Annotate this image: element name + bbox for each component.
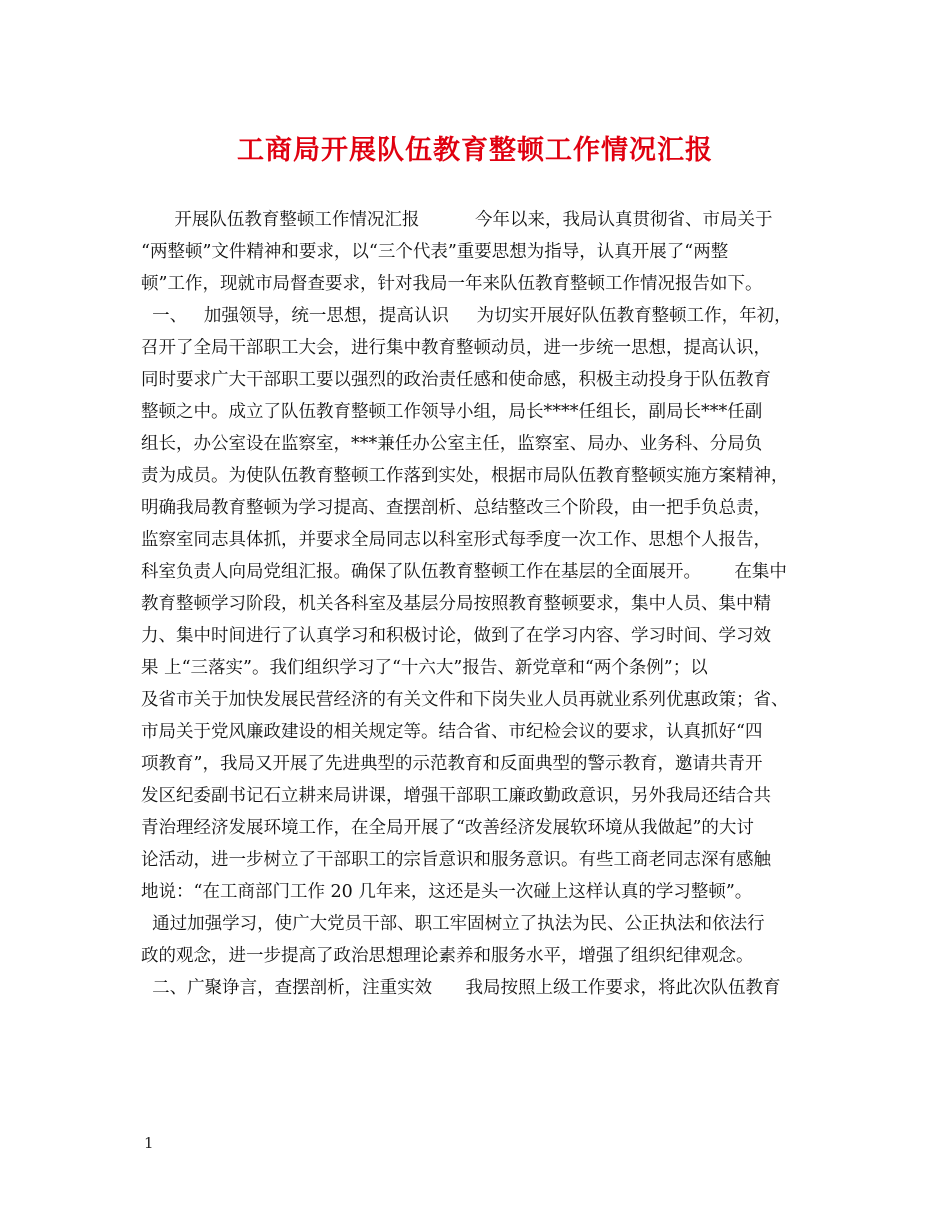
body-line: 发区纪委副书记石立耕来局讲课，增强干部职工廉政勤政意识，另外我局还结合共	[141, 786, 771, 806]
body-line: 组长，办公室设在监察室，***兼任办公室主任，监察室、局办、业务科、分局负	[141, 434, 763, 454]
body-line: 召开了全局干部职工大会，进行集中教育整顿动员，进一步统一思想，提高认识，	[141, 338, 771, 358]
body-line: 监察室同志具体抓，并要求全局同志以科室形式每季度一次工作、思想个人报告，	[141, 530, 771, 550]
body-line: 顿”工作，现就市局督查要求，针对我局一年来队伍教育整顿工作情况报告如下。	[141, 274, 763, 294]
body-line: 市局关于党风廉政建设的相关规定等。结合省、市纪检会议的要求，认真抓好“四	[141, 722, 763, 742]
body-line: 及省市关于加快发展民营经济的有关文件和下岗失业人员再就业系列优惠政策；省、	[141, 690, 789, 710]
document-title: 工商局开展队伍教育整顿工作情况汇报	[237, 135, 713, 166]
body-line: 明确我局教育整顿为学习提高、查摆剖析、总结整改三个阶段，由一把手负总责，	[141, 498, 771, 518]
body-line: 论活动，进一步树立了干部职工的宗旨意识和服务意识。有些工商老同志深有感触	[141, 850, 771, 870]
body-line: 一、 加强领导，统一思想，提高认识 为切实开展好队伍教育整顿工作，年初，	[141, 306, 792, 326]
body-line: 同时要求广大干部职工要以强烈的政治责任感和使命感，积极主动投身于队伍教育	[141, 370, 771, 390]
body-line: 开展队伍教育整顿工作情况汇报 今年以来，我局认真贯彻省、市局关于	[141, 210, 773, 230]
body-line: 教育整顿学习阶段，机关各科室及基层分局按照教育整顿要求，集中人员、集中精	[141, 594, 771, 614]
body-line: “两整顿”文件精神和要求，以“三个代表”重要思想为指导，认真开展了“两整	[141, 242, 729, 262]
body-line: 项教育”，我局又开展了先进典型的示范教育和反面典型的警示教育，邀请共青开	[141, 754, 763, 774]
body-line: 科室负责人向局党组汇报。确保了队伍教育整顿工作在基层的全面展开。 在集中	[141, 562, 787, 582]
body-line: 果 上“三落实”。我们组织学习了“十六大”报告、新党章和“两个条例”；以	[141, 658, 708, 678]
body-line: 责为成员。为使队伍教育整顿工作落到实处，根据市局队伍教育整顿实施方案精神，	[141, 466, 789, 486]
body-line: 力、集中时间进行了认真学习和积极讨论，做到了在学习内容、学习时间、学习效	[141, 626, 771, 646]
document-body	[141, 204, 821, 1004]
body-line: 政的观念，进一步提高了政治思想理论素养和服务水平，增强了组织纪律观念。	[141, 946, 754, 966]
body-line: 二、广聚诤言，查摆剖析，注重实效 我局按照上级工作要求，将此次队伍教育	[141, 978, 781, 998]
body-line: 地说：“在工商部门工作 20 几年来，这还是头一次碰上这样认真的学习整顿”。	[141, 882, 753, 902]
body-line: 整顿之中。成立了队伍教育整顿工作领导小组，局长****任组长，副局长***任副	[141, 402, 763, 422]
body-line: 通过加强学习，使广大党员干部、职工牢固树立了执法为民、公正执法和依法行	[141, 914, 765, 934]
page-number: 1	[144, 1134, 154, 1152]
body-line: 青治理经济发展环境工作，在全局开展了“改善经济发展软环境从我做起”的大讨	[141, 818, 754, 838]
